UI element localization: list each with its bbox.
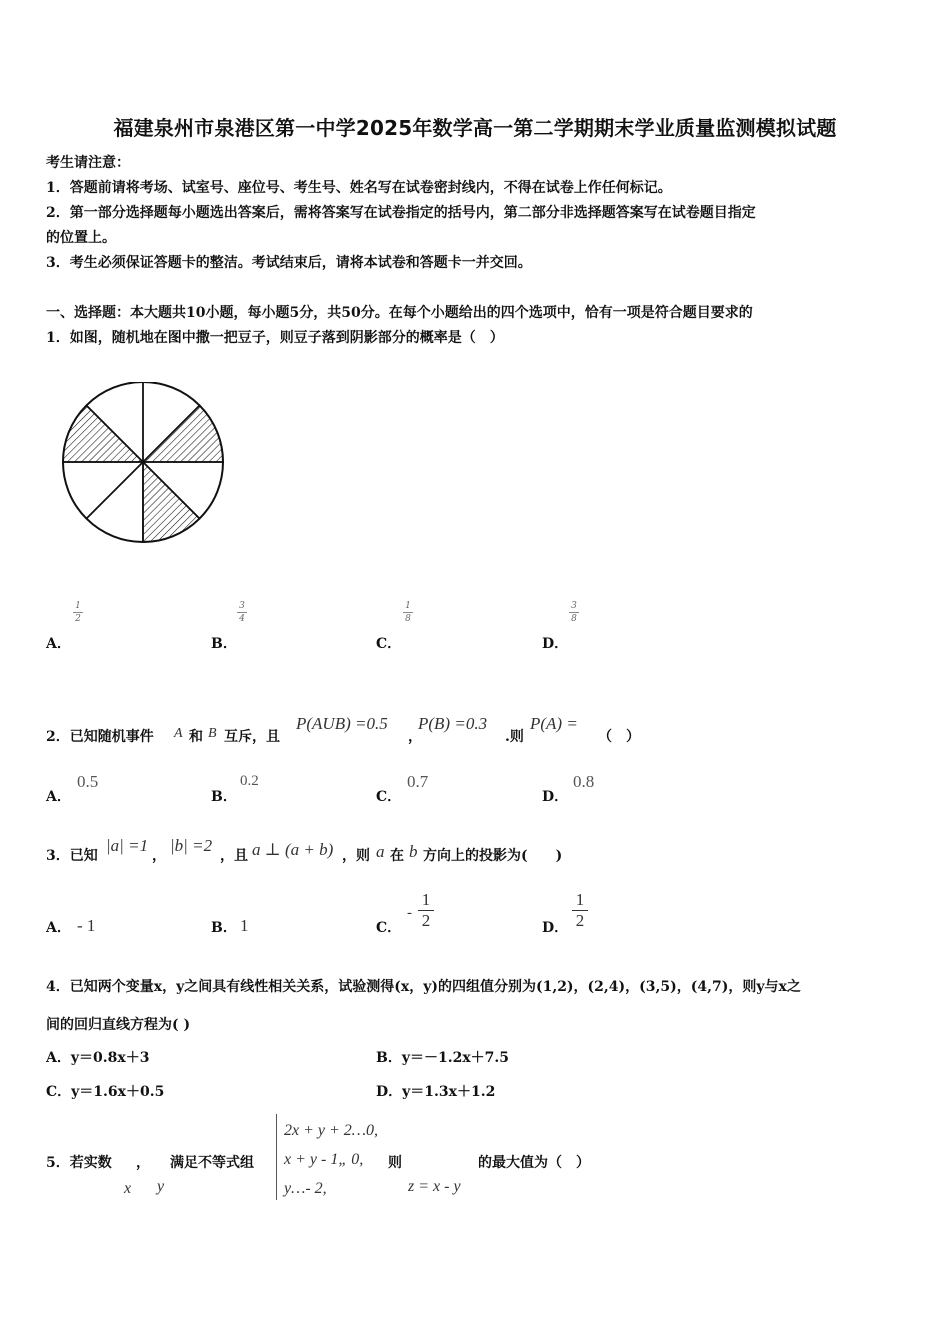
q5-objective: z = x - y	[408, 1178, 461, 1195]
circle-figure	[55, 382, 231, 558]
q3-expr1: |a| =1	[106, 836, 149, 855]
q2-option-d-label: D．	[542, 789, 569, 805]
q2-option-a-label: A．	[46, 789, 71, 805]
section-heading: 一、选择题：本大题共10小题，每小题5分，共50分。在每个小题给出的四个选项中，恰有一项是符合题目要求的	[46, 305, 753, 321]
q4-option-a-label: A．	[46, 1050, 71, 1066]
q1-option-a-fraction	[72, 600, 84, 625]
q5-inequality-system	[284, 1116, 378, 1203]
q5-system-brace	[276, 1114, 279, 1200]
q3-option-c-sign: -	[407, 905, 412, 921]
q3-zai: 在	[390, 848, 404, 864]
q1-option-c-label: C．	[376, 636, 402, 652]
q2-expr1: P(AUB) =0.5	[296, 714, 388, 733]
shaded-sector-upper-right	[143, 405, 223, 462]
notice-item-2-cont: 的位置上。	[46, 230, 116, 246]
q3-comma: ，	[152, 848, 166, 864]
shaded-sector-upper-left	[63, 405, 143, 462]
q2-ze: .则	[505, 729, 524, 745]
q4-option-c-label: C．	[46, 1084, 72, 1100]
denominator: 2	[575, 911, 585, 930]
q3-qie: ，且	[220, 848, 248, 864]
q2-var-b: B	[208, 726, 217, 741]
q1-option-a-label: A．	[46, 636, 71, 652]
denominator: 2	[75, 614, 81, 624]
q5-var-x: x	[124, 1180, 132, 1197]
q2-tail: （ ）	[598, 729, 640, 745]
notice-item-2: 2．第一部分选择题每小题选出答案后，需将答案写在试卷指定的括号内，第二部分非选择题答案写在试卷题目指定	[46, 205, 756, 221]
q1-option-d-label: D．	[542, 636, 569, 652]
q5-ineq-3: y…- 2,	[284, 1180, 327, 1197]
denominator: 8	[405, 614, 411, 624]
q4-option-c	[46, 1081, 164, 1101]
q3-option-a-label: A．	[46, 920, 71, 936]
q4-option-c-value: y＝1.6x＋0.5	[71, 1084, 165, 1100]
q2-option-b-label: B．	[211, 789, 237, 805]
q1-option-d-fraction	[568, 600, 580, 625]
q1-stem: 1．如图，随机地在图中撒一把豆子，则豆子落到阴影部分的概率是（ ）	[46, 330, 504, 346]
q4-option-b	[376, 1047, 509, 1067]
q4-stem-line1: 4．已知两个变量x，y之间具有线性相关关系，试验测得(x，y)的四组值分别为(1,2)，(2,4)，(3,5)，(4,7)，则y与x之	[46, 979, 801, 995]
numerator: 1	[421, 890, 431, 909]
q5-mid: 满足不等式组	[170, 1155, 254, 1171]
q3-var-a: a	[376, 842, 385, 861]
q4-option-d-label: D．	[376, 1084, 403, 1100]
numerator: 3	[571, 601, 577, 611]
q4-option-a	[46, 1047, 149, 1067]
notice-heading: 考生请注意：	[46, 155, 130, 171]
numerator: 1	[75, 601, 81, 611]
q3-option-b-label: B．	[211, 920, 237, 936]
denominator: 8	[571, 614, 577, 624]
denominator: 2	[421, 911, 431, 930]
q2-expr2: P(B) =0.3	[418, 714, 488, 733]
notice-item-3: 3．考生必须保证答题卡的整洁。考试结束后，请将本试卷和答题卡一并交回。	[46, 255, 532, 271]
q5-comma: ，	[136, 1155, 150, 1171]
q3-option-a-value: - 1	[77, 916, 96, 935]
q3-option-d-label: D．	[542, 920, 569, 936]
numerator: 3	[239, 601, 245, 611]
q2-prefix: 2．已知随机事件	[46, 729, 154, 745]
q2-option-b-value: 0.2	[240, 773, 259, 789]
q4-option-d-value: y＝1.3x＋1.2	[402, 1084, 496, 1100]
q2-comma: ，	[408, 729, 422, 745]
q4-stem-line2: 间的回归直线方程为( )	[46, 1017, 191, 1033]
q2-option-c-value: 0.7	[407, 772, 429, 791]
q5-ze: 则	[388, 1155, 402, 1171]
q3-tail: 方向上的投影为( )	[423, 848, 563, 864]
q3-expr3: a ⊥ (a + b)	[252, 840, 334, 859]
q3-ze: ，则	[342, 848, 370, 864]
q5-var-y: y	[157, 1178, 165, 1195]
numerator: 1	[575, 890, 585, 909]
q4-option-d	[376, 1081, 495, 1101]
page-title: 福建泉州市泉港区第一中学2025年数学高一第二学期期末学业质量监测模拟试题	[113, 116, 837, 140]
q1-option-b-label: B．	[211, 636, 237, 652]
q3-option-c-fraction	[418, 890, 434, 931]
q2-option-c-label: C．	[376, 789, 402, 805]
q3-option-d-fraction	[572, 890, 588, 931]
shaded-sector-lower-right	[143, 462, 200, 542]
q2-var-a: A	[174, 726, 183, 741]
q3-option-c-label: C．	[376, 920, 402, 936]
q4-option-a-value: y＝0.8x＋3	[70, 1050, 150, 1066]
numerator: 1	[405, 601, 411, 611]
q1-option-c-fraction	[402, 600, 414, 625]
q3-var-b: b	[409, 842, 418, 861]
q3-option-b-value: 1	[240, 916, 249, 935]
notice-item-1: 1．答题前请将考场、试室号、座位号、考生号、姓名写在试卷密封线内，不得在试卷上作任何标记。	[46, 180, 672, 196]
q4-option-b-label: B．	[376, 1050, 402, 1066]
q5-ineq-2: x + y - 1„ 0,	[284, 1151, 364, 1168]
q2-option-d-value: 0.8	[573, 772, 595, 791]
q3-prefix: 3．已知	[46, 848, 98, 864]
q1-option-b-fraction	[236, 600, 248, 625]
q5-prefix: 5．若实数	[46, 1155, 112, 1171]
q3-expr2: |b| =2	[170, 836, 213, 855]
q2-he: 和	[189, 729, 203, 745]
q4-option-b-value: y＝－1.2x＋7.5	[401, 1050, 510, 1066]
q2-expr3: P(A) =	[530, 714, 578, 733]
q2-option-a-value: 0.5	[77, 772, 99, 791]
denominator: 4	[239, 614, 245, 624]
q5-ineq-1: 2x + y + 2…0,	[284, 1122, 379, 1139]
q2-mid: 互斥，且	[224, 729, 280, 745]
q5-tail: 的最大值为（ ）	[478, 1155, 590, 1171]
